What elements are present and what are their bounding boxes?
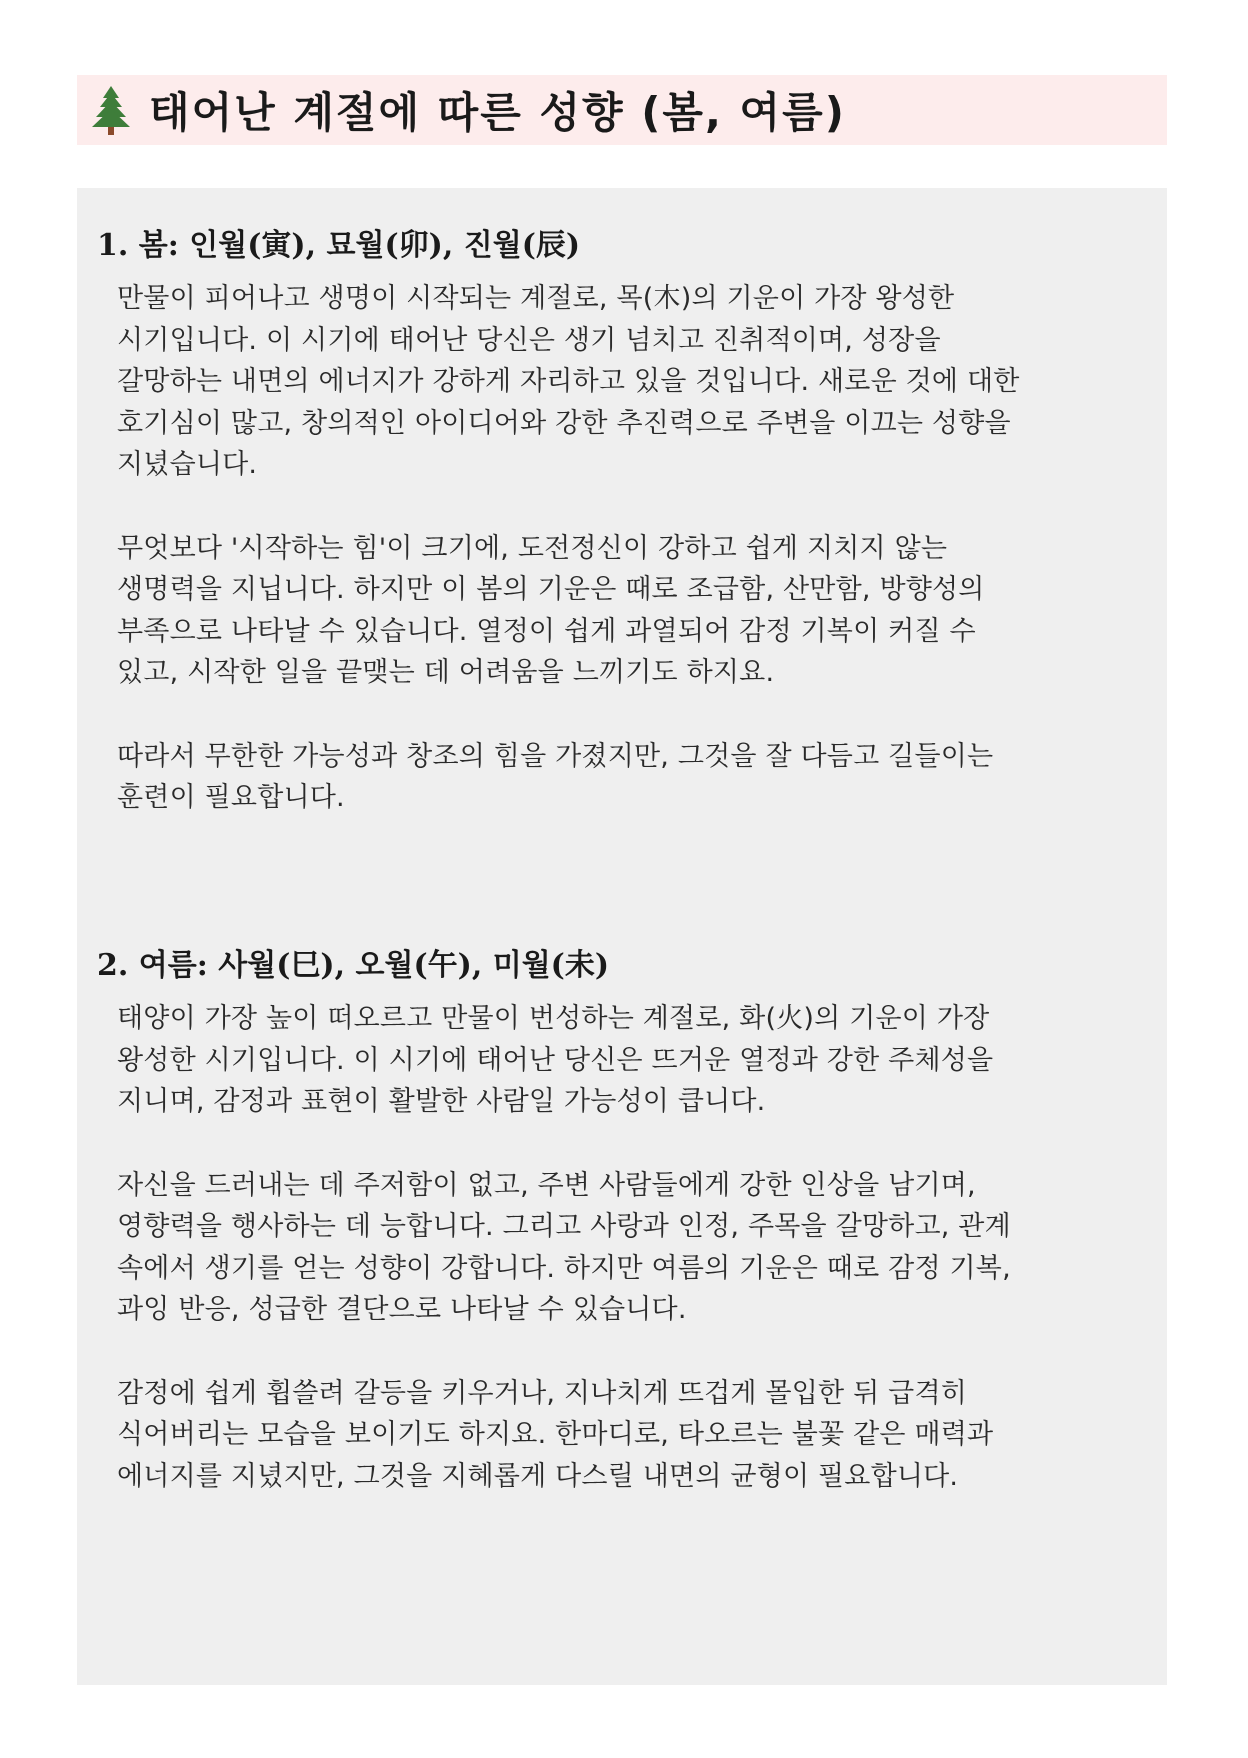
paragraph-line: 속에서 생기를 얻는 성향이 강합니다. 하지만 여름의 기운은 때로 감정 기복, [117, 1252, 1011, 1284]
paragraph-line: 태양이 가장 높이 떠오르고 만물이 번성하는 계절로, 화(火)의 기운이 가장 [117, 1003, 990, 1034]
section-spring [97, 224, 1147, 861]
content-box [77, 188, 1167, 1685]
paragraph-line: 자신을 드러내는 데 주저함이 없고, 주변 사람들에게 강한 인상을 남기며, [117, 1169, 976, 1201]
paragraph-line: 생명력을 지닙니다. 하지만 이 봄의 기운은 때로 조급함, 산만함, 방향성의 [117, 574, 985, 605]
paragraph-line: 식어버리는 모습을 보이기도 하지요. 한마디로, 타오르는 불꽃 같은 매력과 [117, 1419, 994, 1450]
section-heading: 1. 봄: 인월(寅), 묘월(卯), 진월(辰) [97, 228, 581, 263]
paragraph [97, 736, 1147, 819]
paragraph [97, 278, 1147, 486]
paragraph-line: 있고, 시작한 일을 끝맺는 데 어려움을 느끼기도 하지요. [117, 657, 775, 688]
paragraph-line: 만물이 피어나고 생명이 시작되는 계절로, 목(木)의 기운이 가장 왕성한 [117, 283, 955, 314]
paragraph-line: 영향력을 행사하는 데 능합니다. 그리고 사랑과 인정, 주목을 갈망하고, 관계 [117, 1211, 1011, 1242]
section-heading: 2. 여름: 사월(巳), 오월(午), 미월(未) [97, 948, 610, 983]
page-title: 태어난 계절에 따른 성향 (봄, 여름) [149, 88, 846, 137]
paragraph-line: 무엇보다 '시작하는 힘'이 크기에, 도전정신이 강하고 쉽게 지치지 않는 [117, 532, 948, 564]
paragraph-line: 지녔습니다. [117, 449, 258, 480]
title-bar [77, 75, 1167, 145]
paragraph-line: 에너지를 지녔지만, 그것을 지혜롭게 다스릴 내면의 균형이 필요합니다. [117, 1460, 959, 1492]
paragraph-line: 부족으로 나타날 수 있습니다. 열정이 쉽게 과열되어 감정 기복이 커질 수 [117, 615, 976, 647]
paragraph [97, 1165, 1147, 1331]
paragraph [97, 1373, 1147, 1498]
paragraph-line: 시기입니다. 이 시기에 태어난 당신은 생기 넘치고 진취적이며, 성장을 [117, 324, 941, 356]
paragraph-line: 감정에 쉽게 휩쓸려 갈등을 키우거나, 지나치게 뜨겁게 몰입한 뒤 급격히 [117, 1377, 968, 1409]
paragraph-line: 따라서 무한한 가능성과 창조의 힘을 가졌지만, 그것을 잘 다듬고 길들이는 [117, 740, 994, 772]
paragraph-line: 갈망하는 내면의 에너지가 강하게 자리하고 있을 것입니다. 새로운 것에 대한 [117, 366, 1020, 397]
paragraph-line: 과잉 반응, 성급한 결단으로 나타날 수 있습니다. [117, 1294, 687, 1325]
paragraph-line: 훈련이 필요합니다. [117, 782, 345, 813]
paragraph-line: 왕성한 시기입니다. 이 시기에 태어난 당신은 뜨거운 열정과 강한 주체성을 [117, 1044, 994, 1076]
evergreen-tree-icon [89, 84, 133, 136]
paragraph [97, 528, 1147, 694]
section-summer [97, 944, 1147, 1539]
paragraph [97, 998, 1147, 1123]
paragraph-line: 호기심이 많고, 창의적인 아이디어와 강한 추진력으로 주변을 이끄는 성향을 [117, 407, 1011, 439]
paragraph-line: 지니며, 감정과 표현이 활발한 사람일 가능성이 큽니다. [117, 1086, 766, 1117]
